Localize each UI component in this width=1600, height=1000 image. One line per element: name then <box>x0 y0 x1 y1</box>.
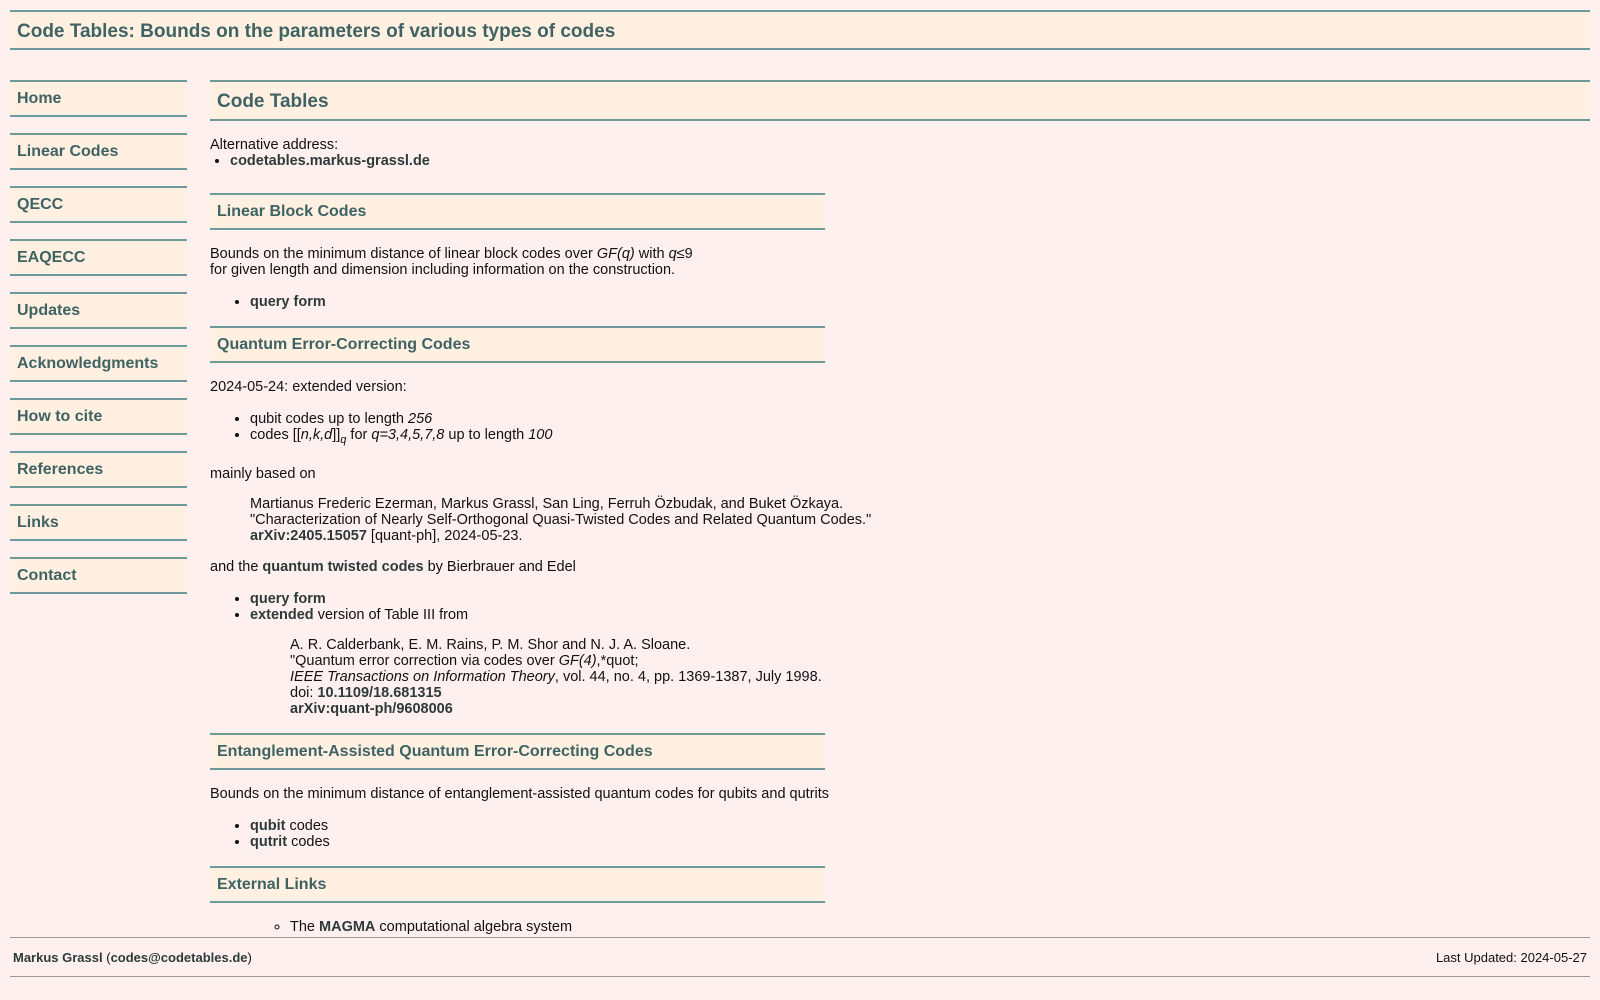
sidebar-item-label[interactable]: Updates <box>17 302 81 319</box>
sidebar-item-label[interactable]: Linear Codes <box>17 143 119 160</box>
text: A. R. Calderbank, E. M. Rains, P. M. Shor and N. J. A. Sloane. <box>290 636 691 653</box>
text: q <box>340 433 347 446</box>
sidebar-item-acknowledgments[interactable] <box>10 345 187 382</box>
sidebar-item-label[interactable]: Home <box>17 90 62 107</box>
section-heading-eaqecc <box>210 733 825 770</box>
sidebar-item-label[interactable]: How to cite <box>17 408 103 425</box>
qecc-links <box>210 591 1590 717</box>
text: ,*quot; <box>596 652 639 669</box>
alt-address-link[interactable]: codetables.markus-grassl.de <box>230 153 430 169</box>
text: "Characterization of Nearly Self-Orthogonal Quasi-Twisted Codes and Related Quantum Codes." <box>250 511 872 528</box>
text: with <box>634 246 669 262</box>
list-item <box>230 153 1590 169</box>
qutrit-codes-link[interactable]: qutrit <box>250 833 288 850</box>
text: GF(4) <box>558 652 597 669</box>
doi-link[interactable]: 10.1109/18.681315 <box>317 684 442 701</box>
text: [quant-ph], 2024-05-23. <box>366 527 523 544</box>
section-heading-qecc <box>210 326 825 363</box>
text: for <box>346 427 372 443</box>
text: "Quantum error correction via codes over <box>290 652 559 669</box>
text: codes <box>287 833 330 850</box>
list-item <box>250 818 1590 834</box>
text: ≤9 <box>676 246 693 262</box>
text: for given length and dimension including information on the construction. <box>210 262 676 278</box>
quantum-twisted-codes-link[interactable]: quantum twisted codes <box>262 558 424 575</box>
sidebar-item-label[interactable]: Acknowledgments <box>17 355 159 372</box>
qecc-extended-list <box>210 411 1590 448</box>
section-heading-linear <box>210 193 825 230</box>
magma-link[interactable]: MAGMA <box>319 918 376 935</box>
sidebar-item-label[interactable]: QECC <box>17 196 64 213</box>
qecc-based-on: mainly based on <box>210 465 316 482</box>
list-item <box>250 427 1590 448</box>
section-heading-external <box>210 866 825 903</box>
section-heading-text: Linear Block Codes <box>217 203 367 220</box>
sidebar-item-label[interactable]: Links <box>17 514 59 531</box>
external-links-list <box>210 919 1590 935</box>
sidebar-nav <box>10 80 187 610</box>
text: 100 <box>528 427 553 443</box>
list-item <box>250 411 1590 427</box>
qecc-update-note: 2024-05-24: extended version: <box>210 379 407 395</box>
sidebar-item-updates[interactable] <box>10 292 187 329</box>
page-header-title: Code Tables: Bounds on the parameters of various types of codes <box>17 21 616 42</box>
sidebar-item-references[interactable] <box>10 451 187 488</box>
arxiv-link[interactable]: arXiv:2405.15057 <box>250 527 367 544</box>
list-item <box>250 591 1590 607</box>
linear-links <box>210 294 1590 310</box>
page-title-text: Code Tables <box>217 91 329 112</box>
sidebar-item-qecc[interactable] <box>10 186 187 223</box>
text: version of Table III from <box>313 606 469 623</box>
reference-calderbank <box>290 637 1590 717</box>
sidebar-item-eaqecc[interactable] <box>10 239 187 276</box>
reference-ezerman <box>250 496 1590 544</box>
text: and the <box>210 558 263 575</box>
sidebar-item-how-to-cite[interactable] <box>10 398 187 435</box>
section-heading-text: Quantum Error-Correcting Codes <box>217 336 471 353</box>
sidebar-item-home[interactable] <box>10 80 187 117</box>
text: q <box>668 246 677 262</box>
sidebar-item-contact[interactable] <box>10 557 187 594</box>
main-content <box>210 80 1590 935</box>
text: n,k,d <box>300 427 333 443</box>
qecc-twisted-line <box>210 559 1590 575</box>
text: 256 <box>408 411 433 427</box>
text: computational algebra system <box>375 918 573 935</box>
eaqecc-links <box>210 818 1590 850</box>
text: codes [[ <box>250 427 301 443</box>
text: IEEE Transactions on Information Theory <box>290 668 555 685</box>
list-item <box>290 919 1590 935</box>
sidebar-item-label[interactable]: Contact <box>17 567 77 584</box>
section-heading-text: Entanglement-Assisted Quantum Error-Correcting Codes <box>217 742 653 760</box>
last-updated: Last Updated: 2024-05-27 <box>1435 949 1587 965</box>
author-link[interactable]: Markus Grassl <box>13 949 103 965</box>
sidebar-item-label[interactable]: EAQECC <box>17 249 86 266</box>
page-footer <box>10 937 1590 977</box>
qubit-codes-link[interactable]: qubit <box>250 817 286 834</box>
alt-address-label: Alternative address: <box>210 137 339 153</box>
text: ( <box>102 949 111 965</box>
extended-link[interactable]: extended <box>250 606 314 623</box>
text: qubit codes up to length <box>250 411 409 427</box>
page-title <box>210 80 1590 121</box>
list-item <box>250 834 1590 850</box>
list-item <box>250 294 1590 310</box>
page-header <box>10 10 1590 50</box>
text: Bounds on the minimum distance of linear block codes over <box>210 246 597 262</box>
text: by Bierbrauer and Edel <box>423 558 576 575</box>
footer-contact <box>13 950 252 965</box>
text: Martianus Frederic Ezerman, Markus Grassl, San Ling, Ferruh Özbudak, and Buket Özkaya. <box>250 495 844 512</box>
linear-description <box>210 246 1590 278</box>
linear-query-form-link[interactable]: query form <box>250 294 326 310</box>
section-heading-text: External Links <box>217 875 327 893</box>
text: ]] <box>332 427 341 443</box>
text: ) <box>247 949 252 965</box>
alt-address-list <box>210 153 1590 169</box>
sidebar-item-label[interactable]: References <box>17 461 104 478</box>
sidebar-item-links[interactable] <box>10 504 187 541</box>
list-item <box>250 607 1590 717</box>
sidebar-item-linear-codes[interactable] <box>10 133 187 170</box>
text: doi: <box>290 684 318 701</box>
arxiv-link[interactable]: arXiv:quant-ph/9608006 <box>290 700 453 717</box>
qecc-query-form-link[interactable]: query form <box>250 590 326 607</box>
text: , vol. 44, no. 4, pp. 1369-1387, July 1998. <box>554 668 822 685</box>
text: codes <box>285 817 329 834</box>
text: GF(q) <box>596 246 635 262</box>
eaqecc-description: Bounds on the minimum distance of entanglement-assisted quantum codes for qubits and qutrits <box>210 785 830 802</box>
text: q=3,4,5,7,8 <box>371 427 445 443</box>
email-link[interactable]: codes@codetables.de <box>110 949 248 965</box>
text: The <box>290 918 320 935</box>
text: up to length <box>444 427 529 443</box>
